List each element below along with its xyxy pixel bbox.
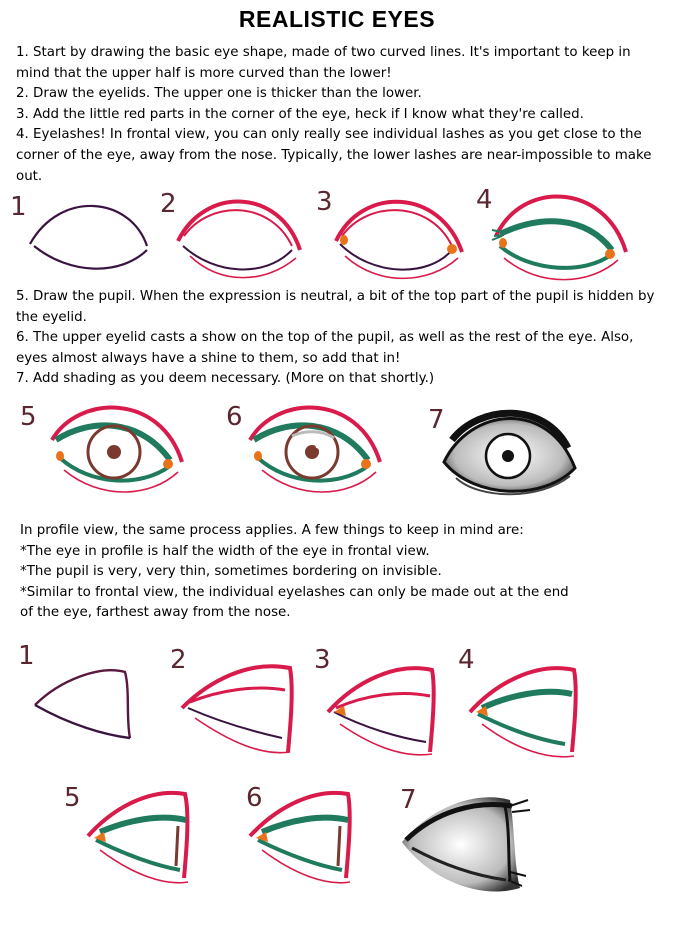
figure-number-front-2: 2 xyxy=(160,189,177,219)
figure-number-front-1: 1 xyxy=(10,192,27,222)
frontal-eye-step-3 xyxy=(336,202,462,279)
figure-number-front-3: 3 xyxy=(316,187,333,217)
frontal-eye-step-2 xyxy=(178,202,300,278)
figure-number-profile-3: 3 xyxy=(314,645,331,675)
step-5-text: 5. Draw the pupil. When the expression is neutral, a bit of the top part of the pupil is hidden by the eyelid. xyxy=(16,289,655,325)
step-6-text: 6. The upper eyelid casts a show on the top of the pupil, as well as the rest of the eye. Also, eyes almost always have a shine to them, so add that in! xyxy=(16,330,634,366)
figure-number-profile-2: 2 xyxy=(170,645,187,675)
profile-eye-step-5 xyxy=(88,793,188,883)
step-3-text: 3. Add the little red parts in the corner of the eye, heck if I know what they're called. xyxy=(16,106,584,122)
figure-number-front-7: 7 xyxy=(428,405,445,435)
profile-eye-step-4 xyxy=(470,668,576,757)
frontal-eye-step-5 xyxy=(52,408,182,492)
profile-note-2: *The pupil is very, very thin, sometimes bordering on invisible. xyxy=(20,564,442,580)
profile-eye-step-3 xyxy=(328,668,434,755)
figure-number-front-4: 4 xyxy=(476,185,493,215)
figure-number-profile-6: 6 xyxy=(246,783,263,813)
profile-note-1: *The eye in profile is half the width of the eye in frontal view. xyxy=(20,543,430,559)
figure-number-front-6: 6 xyxy=(226,402,243,432)
step-1-text: 1. Start by drawing the basic eye shape, made of two curved lines. It's important to keep in mind that the upper half is more curved than the lower! xyxy=(16,45,631,81)
profile-eye-step-2 xyxy=(182,666,292,752)
figure-number-front-5: 5 xyxy=(20,402,37,432)
step-4-text: 4. Eyelashes! In frontal view, you can only really see individual lashes as you get close to the corner of the eye, away from the nose. Typically, the lower lashes are near-impossible to make out. xyxy=(16,127,652,184)
frontal-eye-step-4 xyxy=(492,197,626,280)
profile-eye-step-1 xyxy=(35,670,130,738)
frontal-eye-step-1 xyxy=(30,206,147,269)
profile-eye-step-6 xyxy=(250,793,350,883)
step-2-text: 2. Draw the eyelids. The upper one is thicker than the lower. xyxy=(16,86,422,102)
frontal-eye-step-7 xyxy=(444,413,575,494)
profile-intro-text: In profile view, the same process applies. A few things to keep in mind are: xyxy=(20,523,524,538)
frontal-eye-step-6 xyxy=(250,408,380,492)
page-title: REALISTIC EYES xyxy=(238,6,436,32)
figure-number-profile-1: 1 xyxy=(18,641,35,671)
figure-number-profile-4: 4 xyxy=(458,645,475,675)
profile-eye-step-7 xyxy=(402,797,530,891)
step-7-text: 7. Add shading as you deem necessary. (More on that shortly.) xyxy=(16,371,435,387)
figure-number-profile-5: 5 xyxy=(64,783,81,813)
figure-number-profile-7: 7 xyxy=(400,785,417,815)
profile-note-3: *Similar to frontal view, the individual eyelashes can only be made out at the end of the eye, farthest away from the nose. xyxy=(20,584,569,621)
